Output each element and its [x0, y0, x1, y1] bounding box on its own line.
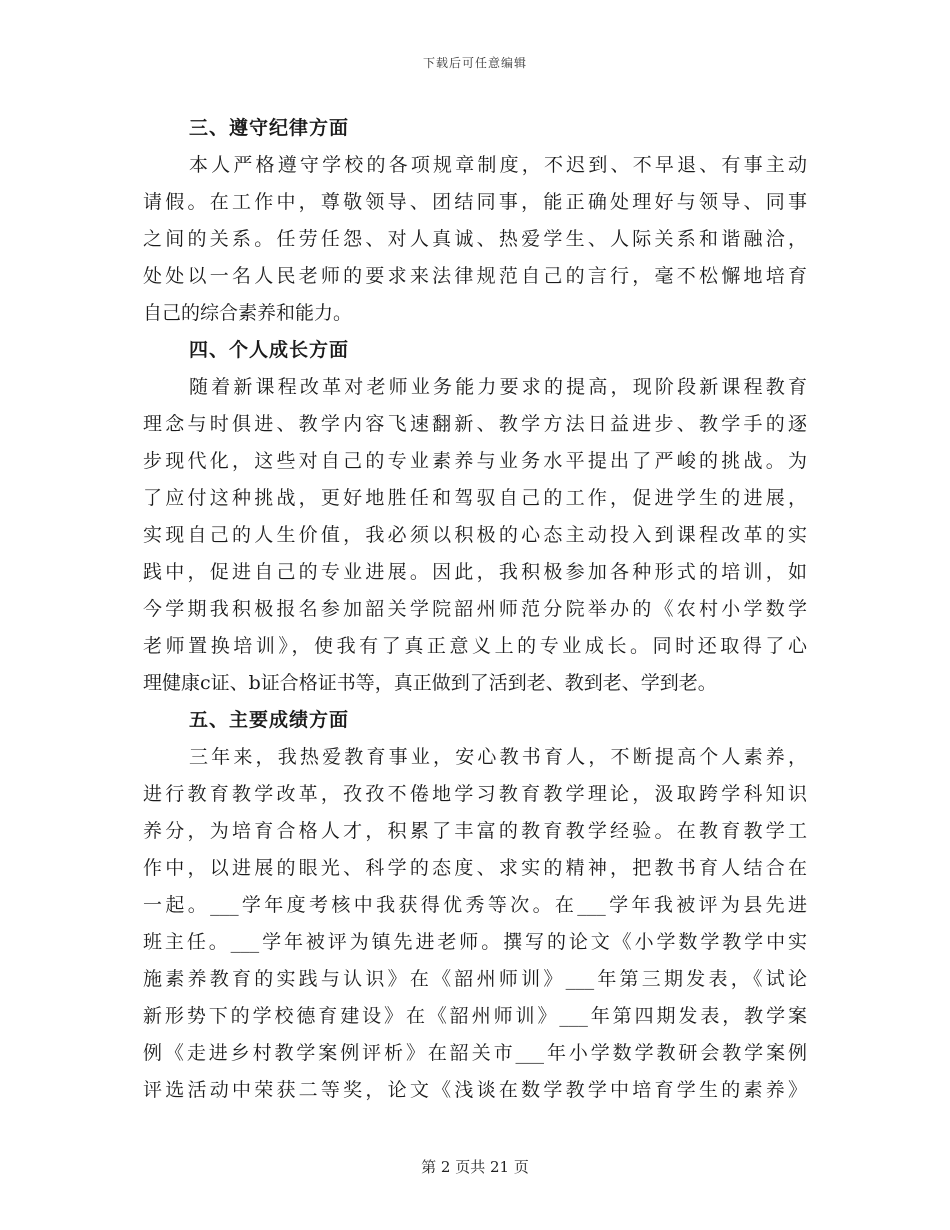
paragraph-line: 本人严格遵守学校的各项规章制度，不迟到、不早退、有事主动 [189, 154, 807, 176]
section-personal-growth [143, 332, 807, 702]
paragraph-line: 作中，以进展的眼光、科学的态度、求实的精神，把教书育人结合在 [143, 857, 807, 879]
paragraph-line: 了应付这种挑战，更好地胜任和驾驭自己的工作，促进学生的进展， [143, 487, 807, 509]
paragraph-line: 实现自己的人生价值，我必须以积极的心态主动投入到课程改革的实 [143, 524, 807, 546]
document-body [143, 110, 807, 1109]
paragraph-line: 新形势下的学校德育建设》在《韶州师训》___年第四期发表，教学案 [143, 1005, 807, 1027]
paragraph-line: 施素养教育的实践与认识》在《韶州师训》___年第三期发表，《试论 [143, 968, 807, 990]
paragraph-line: 理健康c证、b证合格证书等，真正做到了活到老、教到老、学到老。 [143, 672, 717, 694]
paragraph-line: 例《走进乡村教学案例评析》在韶关市___年小学数学教研会教学案例 [143, 1042, 807, 1064]
section-title: 三、遵守纪律方面 [189, 117, 350, 139]
page-header: 下载后可任意编辑 [422, 56, 527, 70]
paragraph-line: 践中，促进自己的专业进展。因此，我积极参加各种形式的培训，如 [143, 561, 807, 583]
paragraph-line: 随着新课程改革对老师业务能力要求的提高，现阶段新课程教育 [189, 376, 807, 398]
paragraph-line: 老师置换培训》，使我有了真正意义上的专业成长。同时还取得了心 [143, 635, 807, 657]
paragraph-line: 进行教育教学改革，孜孜不倦地学习教育教学理论，汲取跨学科知识 [143, 783, 807, 805]
paragraph-line: 一起。___学年度考核中我获得优秀等次。在___学年我被评为县先进 [143, 894, 807, 916]
page-number: 第 2 页共 21 页 [421, 1158, 529, 1176]
section-title: 五、主要成绩方面 [189, 709, 350, 731]
paragraph-line: 之间的关系。任劳任怨、对人真诚、热爱学生、人际关系和谐融洽， [143, 228, 807, 250]
section-title: 四、个人成长方面 [189, 339, 350, 361]
paragraph-line: 处处以一名人民老师的要求来法律规范自己的言行，毫不松懈地培育 [143, 265, 807, 287]
section-discipline [143, 110, 807, 332]
paragraph-line: 自己的综合素养和能力。 [143, 302, 353, 324]
paragraph-line: 班主任。___学年被评为镇先进老师。撰写的论文《小学数学教学中实 [143, 931, 807, 953]
paragraph-line: 三年来，我热爱教育事业，安心教书育人，不断提高个人素养， [189, 746, 807, 768]
paragraph-line: 养分，为培育合格人才，积累了丰富的教育教学经验。在教育教学工 [143, 820, 807, 842]
paragraph-line: 今学期我积极报名参加韶关学院韶州师范分院举办的《农村小学数学 [143, 598, 807, 620]
paragraph-line: 评选活动中荣获二等奖，论文《浅谈在数学教学中培育学生的素养》 [143, 1079, 807, 1101]
section-achievements [143, 702, 807, 1109]
paragraph-line: 理念与时俱进、教学内容飞速翻新、教学方法日益进步、教学手的逐 [143, 413, 807, 435]
paragraph-line: 请假。在工作中，尊敬领导、团结同事，能正确处理好与领导、同事 [143, 191, 807, 213]
paragraph-line: 步现代化，这些对自己的专业素养与业务水平提出了严峻的挑战。为 [143, 450, 807, 472]
